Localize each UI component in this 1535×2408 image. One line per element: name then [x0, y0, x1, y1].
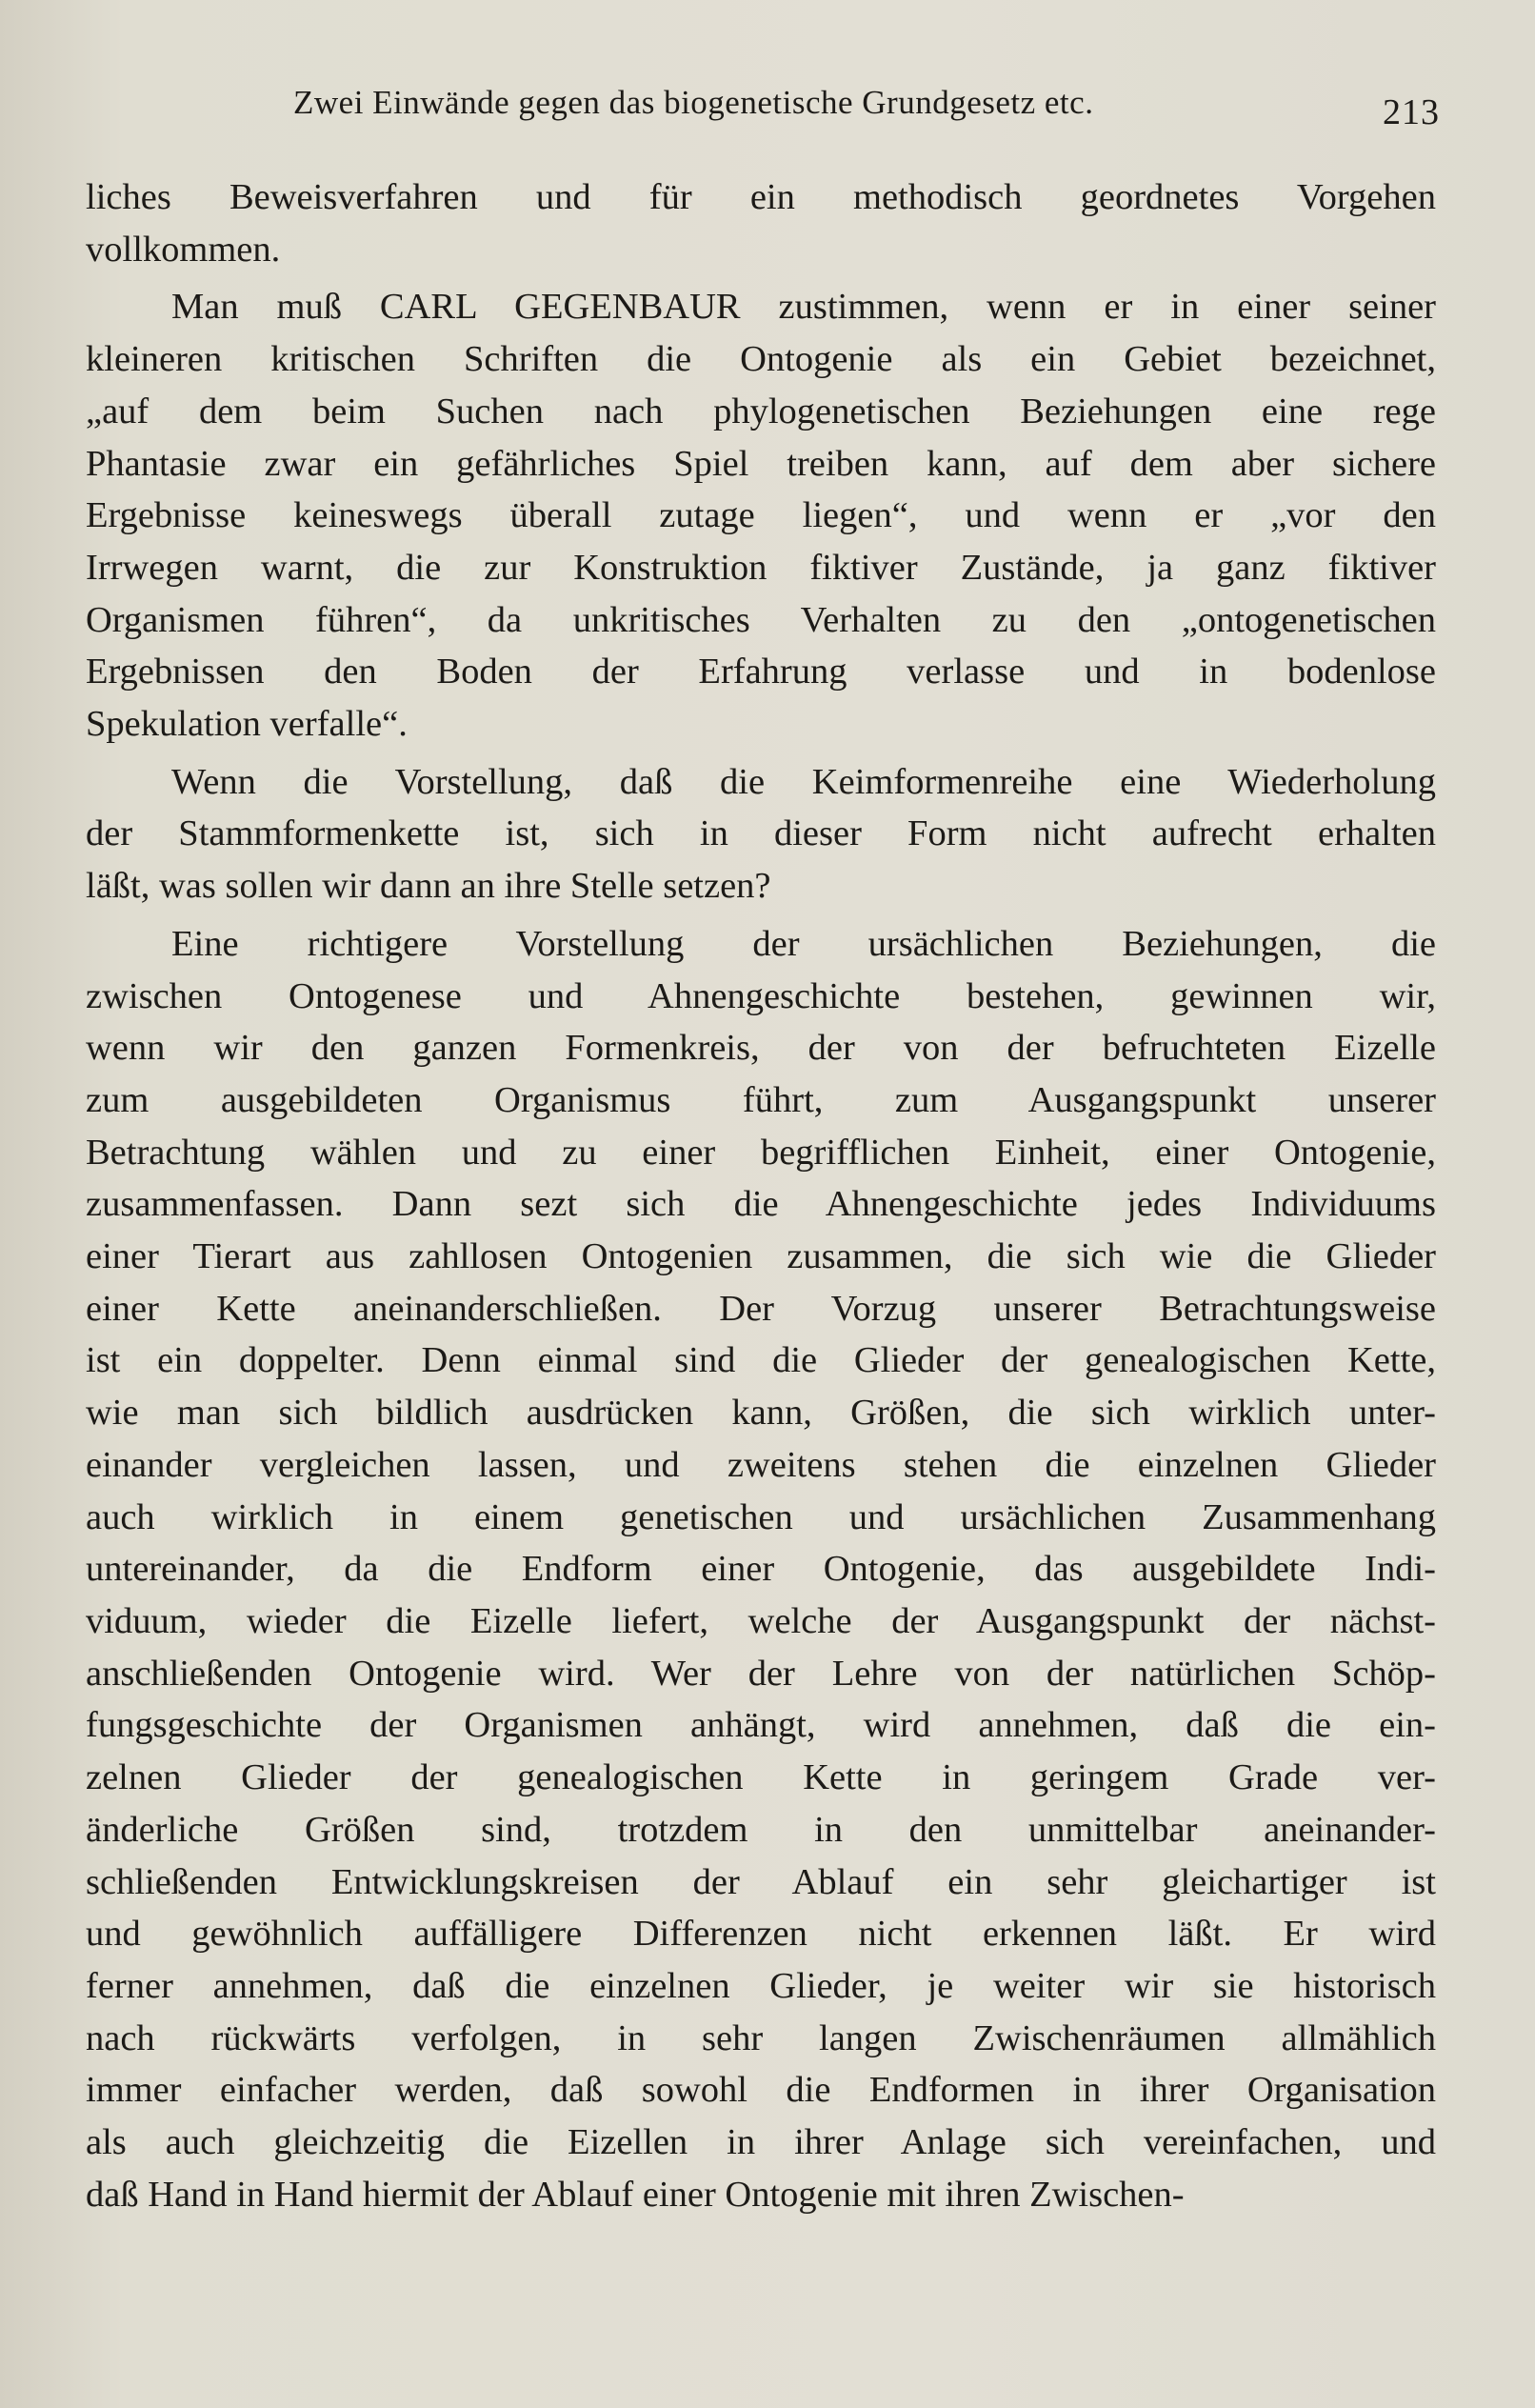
text-line: Phantasie zwar ein gefährliches Spiel treiben kann, auf dem aber sichere	[86, 443, 1436, 484]
text-line: und gewöhnlich auffälligere Differenzen nicht erkennen läßt. Er wird	[86, 1914, 1436, 1955]
text-line: nach rückwärts verfolgen, in sehr langen Zwischenräumen allmählich	[86, 2017, 1436, 2058]
text-line: liches Beweisverfahren und für ein methodisch geordnetes Vorgehen	[86, 177, 1436, 217]
text-line: Ergebnisse keineswegs überall zutage liegen“, und wenn er „vor den	[86, 495, 1436, 536]
text-line: einander vergleichen lassen, und zweitens stehen die einzelnen Glieder	[86, 1444, 1436, 1485]
text-line: Wenn die Vorstellung, daß die Keimformenreihe eine Wiederholung	[171, 761, 1436, 802]
page-header	[286, 78, 1440, 135]
text-line: zwischen Ontogenese und Ahnengeschichte bestehen, gewinnen wir,	[86, 975, 1436, 1016]
text-line: Ergebnissen den Boden der Erfahrung verlasse und in bodenlose	[86, 652, 1436, 692]
text-line: wie man sich bildlich ausdrücken kann, Größen, die sich wirklich unter-	[86, 1393, 1436, 1434]
text-line: ferner annehmen, daß die einzelnen Glieder, je weiter wir sie historisch	[86, 1965, 1436, 2006]
text-line: Betrachtung wählen und zu einer begrifflichen Einheit, einer Ontogenie,	[86, 1132, 1436, 1173]
text-line: fungsgeschichte der Organismen anhängt, wird annehmen, daß die ein-	[86, 1705, 1436, 1746]
running-title: Zwei Einwände gegen das biogenetische Grundgesetz etc.	[293, 84, 1094, 121]
text-line: Man muß CARL GEGENBAUR zustimmen, wenn er in einer seiner	[171, 287, 1436, 328]
text-line: als auch gleichzeitig die Eizellen in ihrer Anlage sich vereinfachen, und	[86, 2122, 1436, 2163]
text-line: kleineren kritischen Schriften die Ontogenie als ein Gebiet bezeichnet,	[86, 339, 1436, 380]
body-text	[86, 171, 1436, 2226]
text-line: Organismen führen“, da unkritisches Verhalten zu den „ontogenetischen	[86, 599, 1436, 640]
text-line: zum ausgebildeten Organismus führt, zum Ausgangspunkt unserer	[86, 1079, 1436, 1120]
text-line: läßt, was sollen wir dann an ihre Stelle setzen?	[86, 866, 771, 907]
text-line: vollkommen.	[86, 229, 281, 270]
text-line: daß Hand in Hand hiermit der Ablauf einer Ontogenie mit ihren Zwischen-	[86, 2174, 1185, 2215]
text-line: viduum, wieder die Eizelle liefert, welche der Ausgangspunkt der nächst-	[86, 1600, 1436, 1641]
paragraph	[86, 918, 1436, 2221]
text-line: schließenden Entwicklungskreisen der Ablauf ein sehr gleichartiger ist	[86, 1861, 1436, 1902]
text-line: immer einfacher werden, daß sowohl die Endformen in ihrer Organisation	[86, 2070, 1436, 2111]
text-line: auch wirklich in einem genetischen und ursächlichen Zusammenhang	[86, 1496, 1436, 1537]
paragraph	[86, 171, 1436, 275]
text-line: zusammenfassen. Dann sezt sich die Ahnengeschichte jedes Individuums	[86, 1184, 1436, 1225]
text-line: Irrwegen warnt, die zur Konstruktion fiktiver Zustände, ja ganz fiktiver	[86, 547, 1436, 588]
text-line: „auf dem beim Suchen nach phylogenetischen Beziehungen eine rege	[86, 391, 1436, 431]
text-line: einer Kette aneinanderschließen. Der Vorzug unserer Betrachtungsweise	[86, 1288, 1436, 1329]
text-line: zelnen Glieder der genealogischen Kette in geringem Grade ver-	[86, 1757, 1436, 1798]
text-line: wenn wir den ganzen Formenkreis, der von der befruchteten Eizelle	[86, 1028, 1436, 1069]
page-number: 213	[1383, 92, 1440, 132]
text-line: Spekulation verfalle“.	[86, 704, 408, 745]
paragraph	[86, 281, 1436, 750]
text-line: einer Tierart aus zahllosen Ontogenien zusammen, die sich wie die Glieder	[86, 1236, 1436, 1277]
text-line: anschließenden Ontogenie wird. Wer der Lehre von der natürlichen Schöp-	[86, 1653, 1436, 1694]
text-line: ist ein doppelter. Denn einmal sind die Glieder der genealogischen Kette,	[86, 1340, 1436, 1381]
text-line: Eine richtigere Vorstellung der ursächlichen Beziehungen, die	[171, 923, 1436, 964]
text-line: der Stammformenkette ist, sich in dieser Form nicht aufrecht erhalten	[86, 813, 1436, 854]
paragraph	[86, 756, 1436, 913]
text-line: untereinander, da die Endform einer Ontogenie, das ausgebildete Indi-	[86, 1549, 1436, 1590]
text-line: änderliche Größen sind, trotzdem in den unmittelbar aneinander-	[86, 1809, 1436, 1850]
